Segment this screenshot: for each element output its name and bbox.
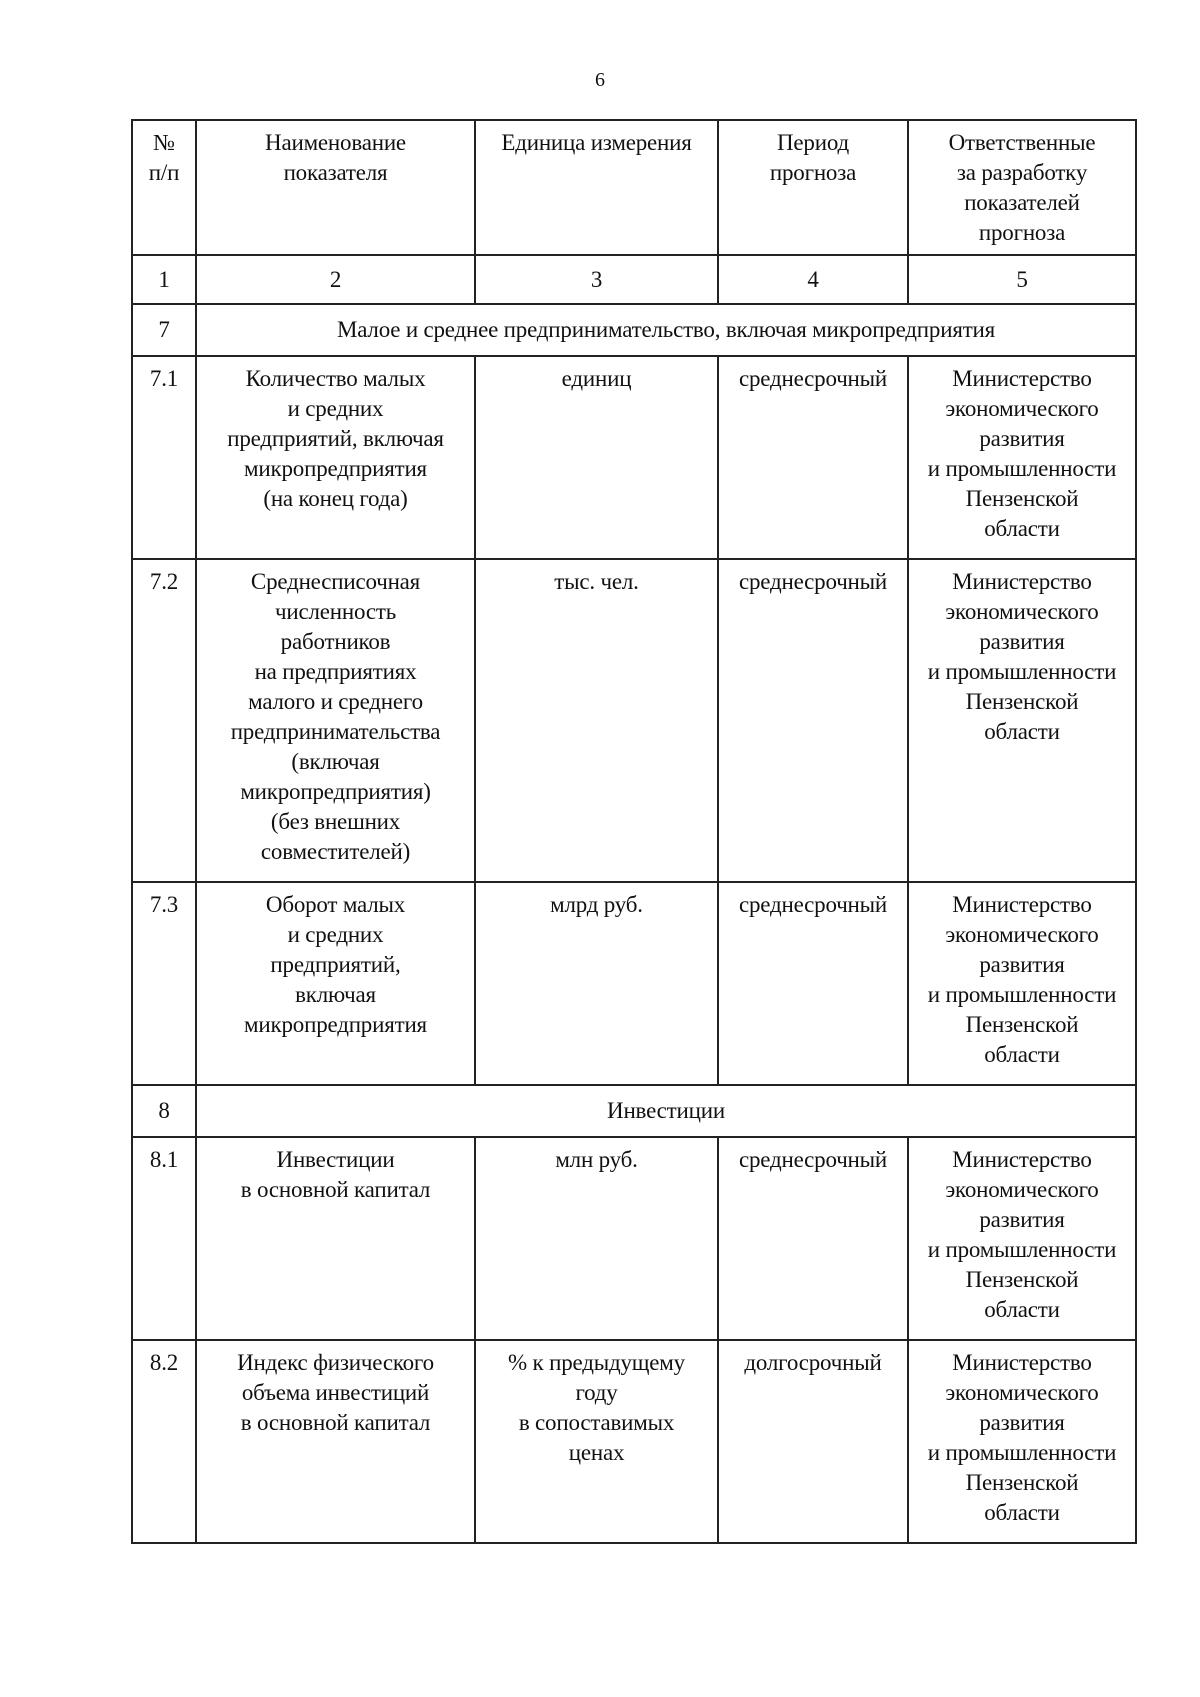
row-num: 7.1: [132, 356, 196, 559]
row-period: среднесрочный: [718, 882, 908, 1085]
row-name: Оборот малых и средних предприятий, включая микропредприятия: [196, 882, 475, 1085]
row-period: среднесрочный: [718, 1137, 908, 1340]
column-number: 2: [196, 255, 475, 304]
header-responsible: Ответственные за разработку показателей прогноза: [908, 120, 1136, 255]
row-unit: млрд руб.: [475, 882, 718, 1085]
row-name: Количество малых и средних предприятий, включая микропредприятия (на конец года): [196, 356, 475, 559]
row-unit: тыс. чел.: [475, 559, 718, 882]
table-row: [132, 1340, 1136, 1543]
row-num: 8.1: [132, 1137, 196, 1340]
row-name: Инвестиции в основной капитал: [196, 1137, 475, 1340]
row-responsible: Министерство экономического развития и промышленности Пензенской области: [908, 1340, 1136, 1543]
header-unit: Единица измерения: [475, 120, 718, 255]
section-row: [132, 1085, 1136, 1137]
table-row: [132, 559, 1136, 882]
column-number: 1: [132, 255, 196, 304]
row-responsible: Министерство экономического развития и промышленности Пензенской области: [908, 1137, 1136, 1340]
row-period: среднесрочный: [718, 356, 908, 559]
row-num: 7.2: [132, 559, 196, 882]
column-number: 5: [908, 255, 1136, 304]
section-num: 7: [132, 304, 196, 356]
row-unit: единиц: [475, 356, 718, 559]
header-period: Период прогноза: [718, 120, 908, 255]
row-name: Индекс физического объема инвестиций в основной капитал: [196, 1340, 475, 1543]
section-row: [132, 304, 1136, 356]
row-period: долгосрочный: [718, 1340, 908, 1543]
column-number: 3: [475, 255, 718, 304]
table-row: [132, 356, 1136, 559]
page-number: 6: [595, 69, 605, 91]
row-period: среднесрочный: [718, 559, 908, 882]
row-responsible: Министерство экономического развития и промышленности Пензенской области: [908, 356, 1136, 559]
row-responsible: Министерство экономического развития и промышленности Пензенской области: [908, 882, 1136, 1085]
row-num: 8.2: [132, 1340, 196, 1543]
row-responsible: Министерство экономического развития и промышленности Пензенской области: [908, 559, 1136, 882]
table-header-row: [132, 120, 1136, 255]
row-unit: % к предыдущему году в сопоставимых ценах: [475, 1340, 718, 1543]
section-title: Малое и среднее предпринимательство, включая микропредприятия: [196, 304, 1136, 356]
column-numbers-row: [132, 255, 1136, 304]
section-num: 8: [132, 1085, 196, 1137]
row-name: Среднесписочная численность работников на предприятиях малого и среднего предпринимательства (включая микропредприятия) (без внешних совместителей): [196, 559, 475, 882]
table-row: [132, 1137, 1136, 1340]
forecast-indicators-table: [131, 119, 1137, 1544]
header-name: Наименование показателя: [196, 120, 475, 255]
row-num: 7.3: [132, 882, 196, 1085]
header-num: № п/п: [132, 120, 196, 255]
column-number: 4: [718, 255, 908, 304]
table-row: [132, 882, 1136, 1085]
section-title: Инвестиции: [196, 1085, 1136, 1137]
row-unit: млн руб.: [475, 1137, 718, 1340]
